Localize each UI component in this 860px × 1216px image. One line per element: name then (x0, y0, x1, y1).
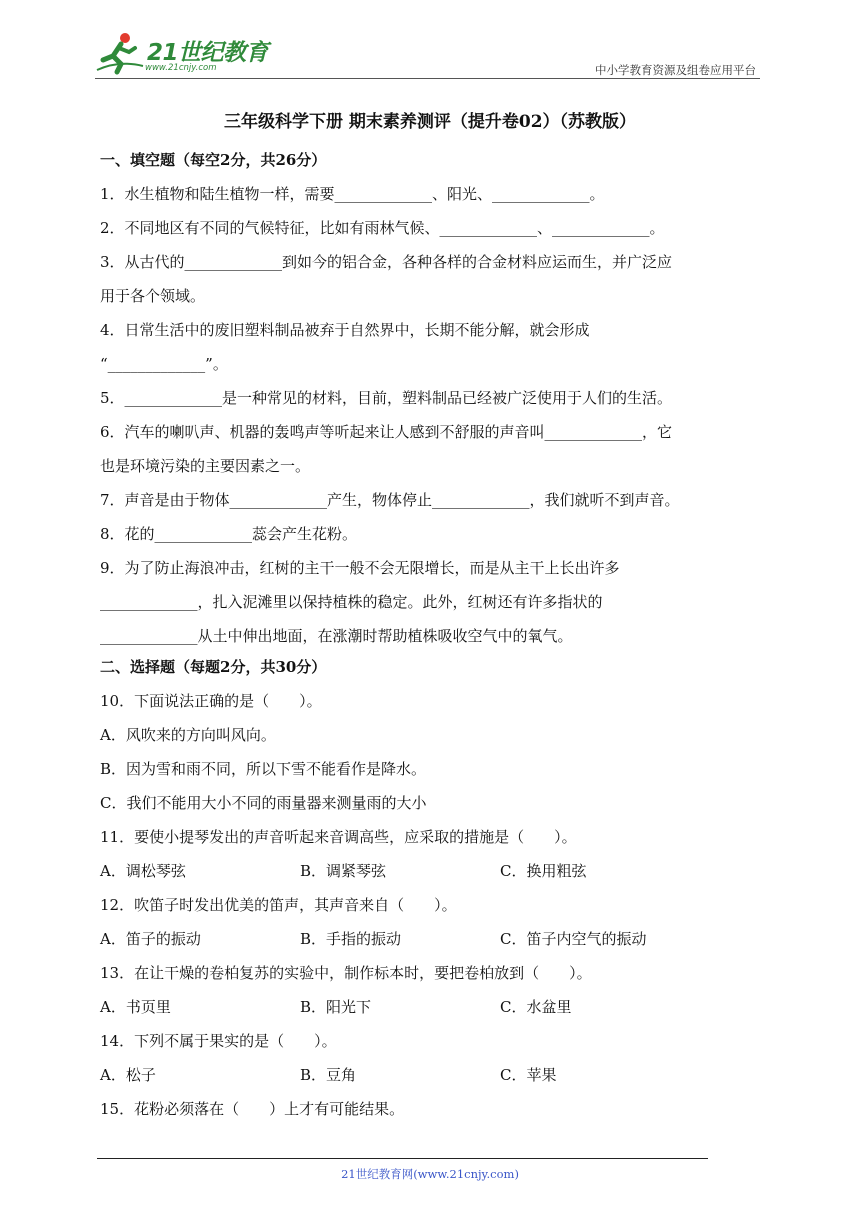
question-3-continued: 用于各个领域。 (100, 287, 206, 305)
question-8: 8．花的_____________蕊会产生花粉。 (100, 525, 358, 543)
question-14-option-b: B．豆角 (300, 1066, 357, 1084)
footer-divider (97, 1158, 708, 1159)
question-12-options (100, 928, 646, 950)
footer-link[interactable]: 21世纪教育网(www.21cnjy.com) (341, 1167, 519, 1181)
question-13-options (100, 996, 571, 1018)
question-5: 5．_____________是一种常见的材料，目前，塑料制品已经被广泛使用于人们的生活。 (100, 389, 673, 407)
question-7: 7．声音是由于物体_____________产生，物体停止_____________，我们就听不到声音。 (100, 491, 680, 509)
question-14-options (100, 1064, 556, 1086)
runner-logo-icon (95, 30, 145, 76)
question-14-option-a: A．松子 (100, 1066, 156, 1084)
question-11-option-a: A．调松琴弦 (100, 862, 186, 880)
question-12-option-b: B．手指的振动 (300, 930, 402, 948)
question-11-options (100, 860, 586, 882)
question-14-option-c: C．苹果 (500, 1066, 557, 1084)
question-11-option-b: B．调紧琴弦 (300, 862, 387, 880)
logo-text: 21世纪教育 (147, 40, 269, 66)
question-13-option-a: A．书页里 (100, 998, 171, 1016)
question-14: 14．下列不属于果实的是（ ）。 (100, 1032, 337, 1050)
question-13: 13．在让干燥的卷柏复苏的实验中，制作标本时，要把卷柏放到（ ）。 (100, 964, 592, 982)
section-heading-fill-blank: 一、填空题（每空2分，共26分） (100, 151, 327, 169)
question-13-option-c: C．水盆里 (500, 998, 572, 1016)
question-9-continued: _____________，扎入泥滩里以保持植株的稳定。此外，红树还有许多指状的 (100, 593, 603, 611)
site-logo (95, 30, 275, 76)
question-1: 1．水生植物和陆生植物一样，需要_____________、阳光、_____________。 (100, 185, 605, 203)
platform-name: 中小学教育资源及组卷应用平台 (595, 63, 756, 77)
question-9-continued-2: _____________从土中伸出地面，在涨潮时帮助植株吸收空气中的氧气。 (100, 627, 573, 645)
question-15: 15．花粉必须落在（ ）上才有可能结果。 (100, 1100, 405, 1118)
question-10: 10．下面说法正确的是（ ）。 (100, 692, 322, 710)
question-12-option-c: C．笛子内空气的振动 (500, 930, 647, 948)
page-title: 三年级科学下册 期末素养测评（提升卷02）（苏教版） (223, 112, 637, 132)
question-6-continued: 也是环境污染的主要因素之一。 (100, 457, 311, 475)
question-6: 6．汽车的喇叭声、机器的轰鸣声等听起来让人感到不舒服的声音叫_____________，它 (100, 423, 673, 441)
question-2: 2．不同地区有不同的气候特征，比如有雨林气候、_____________、_____________。 (100, 219, 665, 237)
question-4: 4．日常生活中的废旧塑料制品被弃于自然界中，长期不能分解，就会形成 (100, 321, 590, 339)
logo-url: www.21cnjy.com (145, 63, 217, 73)
question-12-option-a: A．笛子的振动 (100, 930, 201, 948)
question-10-option-a: A．风吹来的方向叫风向。 (100, 726, 276, 744)
question-3: 3．从古代的_____________到如今的铝合金，各种各样的合金材料应运而生，并广泛应 (100, 253, 673, 271)
question-10-option-b: B．因为雪和雨不同，所以下雪不能看作是降水。 (100, 760, 427, 778)
section-heading-multiple-choice: 二、选择题（每题2分，共30分） (100, 658, 327, 676)
page-header (95, 30, 760, 80)
question-9: 9．为了防止海浪冲击，红树的主干一般不会无限增长，而是从主干上长出许多 (100, 559, 620, 577)
question-12: 12．吹笛子时发出优美的笛声，其声音来自（ ）。 (100, 896, 457, 914)
question-13-option-b: B．阳光下 (300, 998, 372, 1016)
question-11-option-c: C．换用粗弦 (500, 862, 587, 880)
question-10-option-c: C．我们不能用大小不同的雨量器来测量雨的大小 (100, 794, 427, 812)
question-4-continued: “_____________”。 (100, 355, 228, 373)
question-11: 11．要使小提琴发出的声音听起来音调高些，应采取的措施是（ ）。 (100, 828, 577, 846)
header-divider (95, 78, 760, 79)
